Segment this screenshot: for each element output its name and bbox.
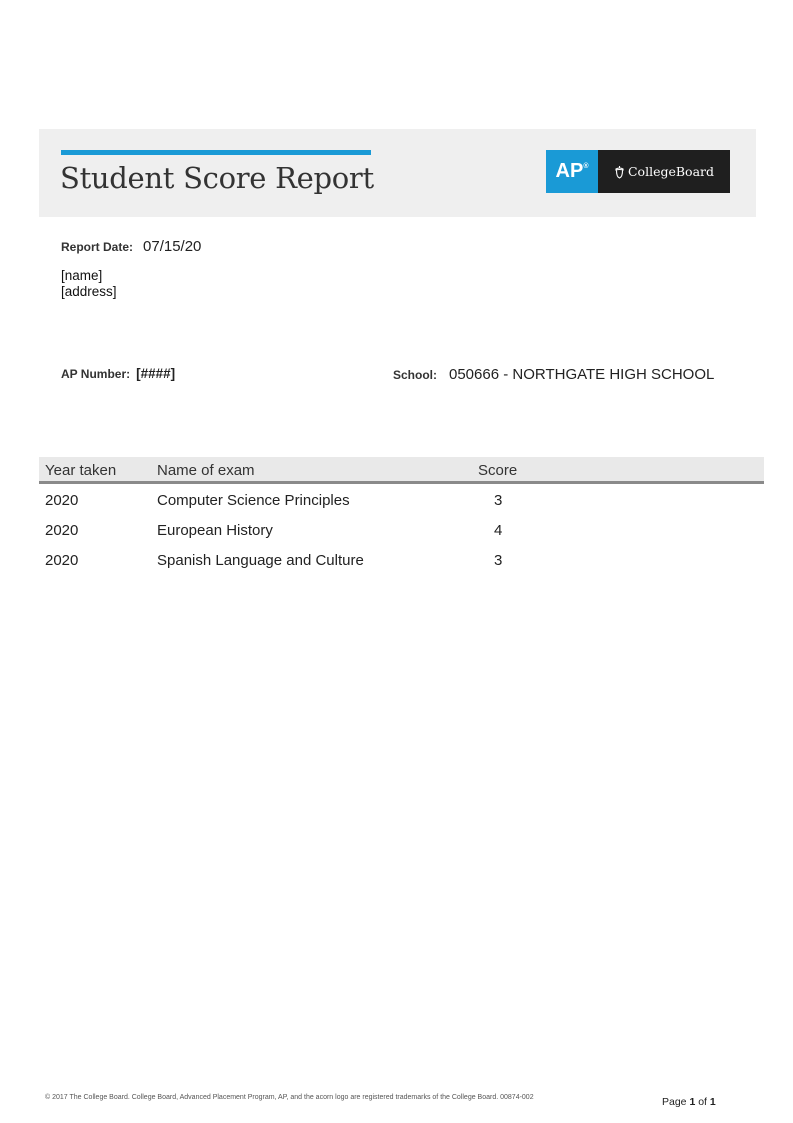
score-table xyxy=(39,457,764,574)
row-year: 2020 xyxy=(45,492,79,509)
table-row xyxy=(39,484,764,514)
report-date xyxy=(61,238,201,255)
table-header xyxy=(39,457,764,484)
row-score: 4 xyxy=(494,522,503,539)
page-prefix: Page xyxy=(662,1096,687,1108)
collegeboard-logo-text: CollegeBoard xyxy=(627,164,715,179)
page-of: of xyxy=(698,1096,707,1108)
collegeboard-logo xyxy=(598,150,730,193)
recipient-name: [name] xyxy=(61,268,103,283)
page-total: 1 xyxy=(709,1096,716,1108)
row-year: 2020 xyxy=(45,552,79,569)
school-label: School: xyxy=(393,368,437,382)
row-year: 2020 xyxy=(45,522,79,539)
report-date-value: 07/15/20 xyxy=(143,238,202,255)
ap-number-label: AP Number: xyxy=(61,367,131,381)
recipient-address: [address] xyxy=(61,284,117,299)
report-header xyxy=(39,129,756,217)
acorn-icon xyxy=(614,165,625,179)
report-date-label: Report Date: xyxy=(61,240,134,254)
school xyxy=(393,366,714,383)
ap-number xyxy=(61,366,175,381)
table-row xyxy=(39,514,764,544)
recipient-block xyxy=(61,268,117,300)
column-header-exam: Name of exam xyxy=(157,462,255,479)
ap-number-value: [####] xyxy=(136,366,176,381)
title-accent-bar xyxy=(61,150,371,155)
school-value: 050666 - NORTHGATE HIGH SCHOOL xyxy=(449,366,715,383)
page-current: 1 xyxy=(689,1096,696,1108)
ap-logo-text: AP xyxy=(555,160,584,182)
ap-logo: AP ® xyxy=(546,150,598,193)
row-exam: Computer Science Principles xyxy=(157,492,350,509)
row-exam: Spanish Language and Culture xyxy=(157,552,364,569)
copyright-note: © 2017 The College Board. College Board, Advanced Placement Program, AP, and the acorn logo are registered trademarks of the College Board. 00874-002 xyxy=(45,1094,534,1101)
page-title: Student Score Report xyxy=(60,161,374,195)
column-header-year: Year taken xyxy=(45,462,117,479)
ap-collegeboard-logo xyxy=(546,150,730,193)
row-score: 3 xyxy=(494,552,503,569)
column-header-score: Score xyxy=(478,462,518,479)
table-row xyxy=(39,544,764,574)
row-exam: European History xyxy=(157,522,273,539)
page-number xyxy=(662,1096,716,1108)
row-score: 3 xyxy=(494,492,503,509)
